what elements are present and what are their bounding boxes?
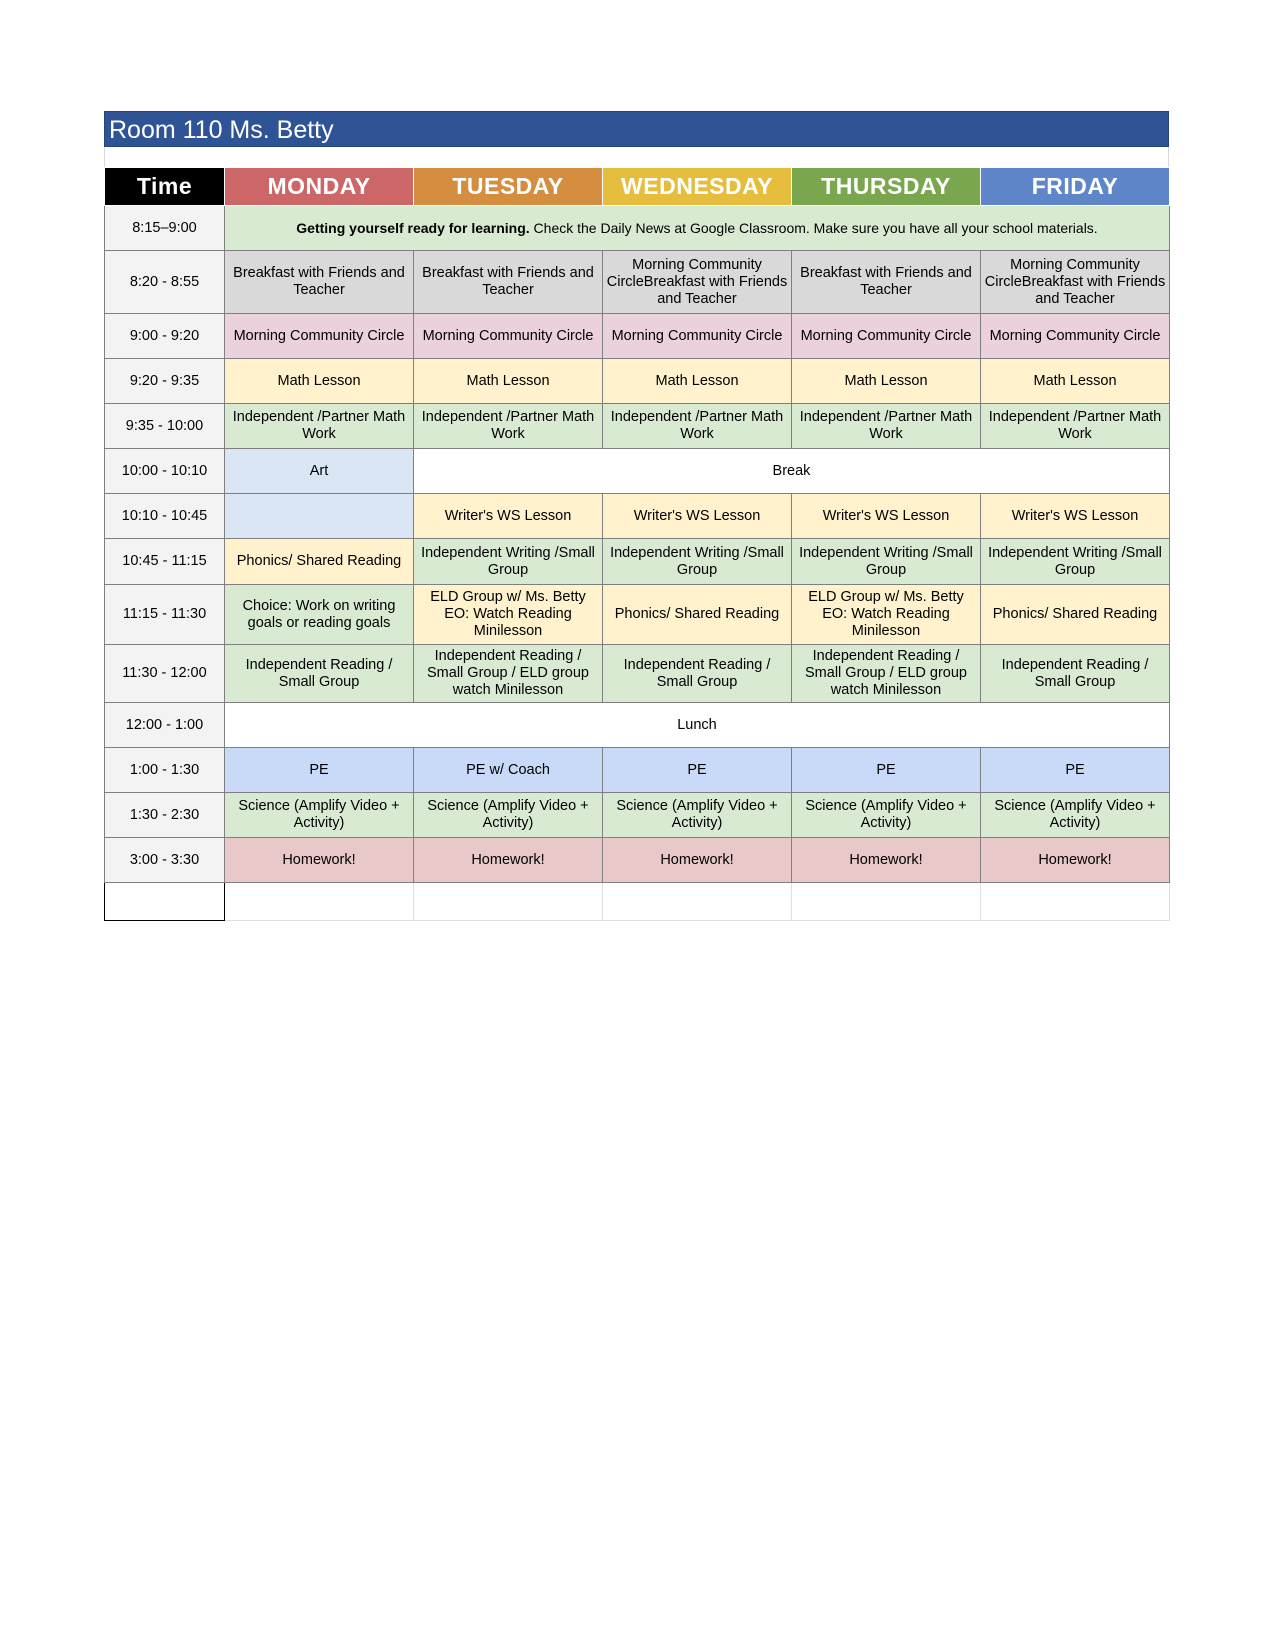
schedule-cell: Morning Community Circle <box>603 314 792 359</box>
schedule-cell: Homework! <box>981 838 1170 883</box>
time-cell: 8:20 - 8:55 <box>105 251 225 314</box>
table-row <box>105 251 1170 314</box>
lunch-cell: Lunch <box>225 703 1170 748</box>
table-row <box>105 748 1170 793</box>
schedule-cell: Morning Community Circle <box>981 314 1170 359</box>
time-cell: 9:00 - 9:20 <box>105 314 225 359</box>
schedule-cell: Phonics/ Shared Reading <box>225 539 414 585</box>
schedule-cell: Science (Amplify Video + Activity) <box>414 793 603 838</box>
time-cell: 10:45 - 11:15 <box>105 539 225 585</box>
schedule-cell: ELD Group w/ Ms. Betty EO: Watch Reading Minilesson <box>792 585 981 645</box>
schedule-cell: Independent Reading / Small Group <box>225 645 414 703</box>
time-cell: 10:00 - 10:10 <box>105 449 225 494</box>
schedule-cell: Phonics/ Shared Reading <box>981 585 1170 645</box>
time-cell: 11:15 - 11:30 <box>105 585 225 645</box>
time-cell: 10:10 - 10:45 <box>105 494 225 539</box>
break-cell: Break <box>414 449 1170 494</box>
schedule-cell: Homework! <box>603 838 792 883</box>
header-friday: FRIDAY <box>981 168 1170 206</box>
schedule-cell: Breakfast with Friends and Teacher <box>792 251 981 314</box>
schedule-cell: Independent Writing /Small Group <box>792 539 981 585</box>
table-row <box>105 404 1170 449</box>
schedule-cell: Science (Amplify Video + Activity) <box>792 793 981 838</box>
schedule-cell: PE <box>792 748 981 793</box>
schedule-cell: Writer's WS Lesson <box>981 494 1170 539</box>
schedule-cell: Independent Writing /Small Group <box>603 539 792 585</box>
schedule-cell: Independent Reading / Small Group <box>981 645 1170 703</box>
schedule-cell: Writer's WS Lesson <box>792 494 981 539</box>
schedule-cell: Writer's WS Lesson <box>603 494 792 539</box>
table-row <box>105 314 1170 359</box>
empty-time-cell <box>105 883 225 921</box>
empty-cell <box>603 883 792 921</box>
header-time: Time <box>105 168 225 206</box>
table-row <box>105 359 1170 404</box>
schedule-cell: Science (Amplify Video + Activity) <box>225 793 414 838</box>
schedule-cell: Independent Reading / Small Group / ELD group watch Minilesson <box>414 645 603 703</box>
schedule-cell: Independent /Partner Math Work <box>225 404 414 449</box>
schedule-cell: Math Lesson <box>225 359 414 404</box>
table-row <box>105 539 1170 585</box>
schedule-cell: Math Lesson <box>792 359 981 404</box>
table-row <box>105 206 1170 251</box>
schedule-cell: PE <box>603 748 792 793</box>
schedule-cell: Independent Writing /Small Group <box>981 539 1170 585</box>
header-monday: MONDAY <box>225 168 414 206</box>
spacer-row <box>104 147 1169 167</box>
page-title: Room 110 Ms. Betty <box>104 111 1169 147</box>
schedule-cell: Morning Community CircleBreakfast with Friends and Teacher <box>603 251 792 314</box>
header-tuesday: TUESDAY <box>414 168 603 206</box>
schedule-cell: Independent Reading / Small Group / ELD group watch Minilesson <box>792 645 981 703</box>
time-cell: 3:00 - 3:30 <box>105 838 225 883</box>
schedule-cell: Independent /Partner Math Work <box>603 404 792 449</box>
time-cell: 12:00 - 1:00 <box>105 703 225 748</box>
schedule-cell: Breakfast with Friends and Teacher <box>225 251 414 314</box>
empty-cell <box>792 883 981 921</box>
schedule-cell: Choice: Work on writing goals or reading goals <box>225 585 414 645</box>
schedule-cell: Writer's WS Lesson <box>414 494 603 539</box>
empty-row <box>105 883 1170 921</box>
time-cell: 1:30 - 2:30 <box>105 793 225 838</box>
schedule-cell: PE <box>981 748 1170 793</box>
schedule-cell: Independent /Partner Math Work <box>414 404 603 449</box>
time-cell: 9:20 - 9:35 <box>105 359 225 404</box>
banner-text: Check the Daily News at Google Classroom. Make sure you have all your school materials. <box>529 219 1098 236</box>
schedule-cell: Morning Community CircleBreakfast with Friends and Teacher <box>981 251 1170 314</box>
schedule-cell: Homework! <box>414 838 603 883</box>
schedule-cell: Independent Reading / Small Group <box>603 645 792 703</box>
schedule-cell: PE w/ Coach <box>414 748 603 793</box>
table-row <box>105 494 1170 539</box>
empty-cell <box>414 883 603 921</box>
banner-cell <box>225 206 1170 251</box>
table-row <box>105 449 1170 494</box>
schedule-table <box>104 167 1170 921</box>
table-row <box>105 645 1170 703</box>
table-row <box>105 585 1170 645</box>
empty-cell <box>981 883 1170 921</box>
schedule-cell: Independent /Partner Math Work <box>981 404 1170 449</box>
schedule-cell: Homework! <box>225 838 414 883</box>
schedule-cell <box>225 494 414 539</box>
header-thursday: THURSDAY <box>792 168 981 206</box>
schedule-cell: Homework! <box>792 838 981 883</box>
schedule-cell: Math Lesson <box>981 359 1170 404</box>
schedule-sheet <box>104 111 1169 921</box>
header-row <box>105 168 1170 206</box>
schedule-cell: Morning Community Circle <box>792 314 981 359</box>
table-row <box>105 838 1170 883</box>
table-row <box>105 703 1170 748</box>
schedule-cell: Science (Amplify Video + Activity) <box>603 793 792 838</box>
empty-cell <box>225 883 414 921</box>
banner-bold: Getting yourself ready for learning. <box>296 219 530 236</box>
schedule-cell: Breakfast with Friends and Teacher <box>414 251 603 314</box>
schedule-cell: Math Lesson <box>414 359 603 404</box>
schedule-cell: Morning Community Circle <box>414 314 603 359</box>
schedule-cell: Science (Amplify Video + Activity) <box>981 793 1170 838</box>
time-cell: 11:30 - 12:00 <box>105 645 225 703</box>
schedule-cell: ELD Group w/ Ms. Betty EO: Watch Reading Minilesson <box>414 585 603 645</box>
schedule-cell: PE <box>225 748 414 793</box>
schedule-cell: Phonics/ Shared Reading <box>603 585 792 645</box>
time-cell: 1:00 - 1:30 <box>105 748 225 793</box>
table-row <box>105 793 1170 838</box>
time-cell: 8:15–9:00 <box>105 206 225 251</box>
schedule-cell: Math Lesson <box>603 359 792 404</box>
time-cell: 9:35 - 10:00 <box>105 404 225 449</box>
schedule-cell: Independent Writing /Small Group <box>414 539 603 585</box>
header-wednesday: WEDNESDAY <box>603 168 792 206</box>
schedule-cell: Morning Community Circle <box>225 314 414 359</box>
schedule-cell: Independent /Partner Math Work <box>792 404 981 449</box>
art-cell: Art <box>225 449 414 494</box>
